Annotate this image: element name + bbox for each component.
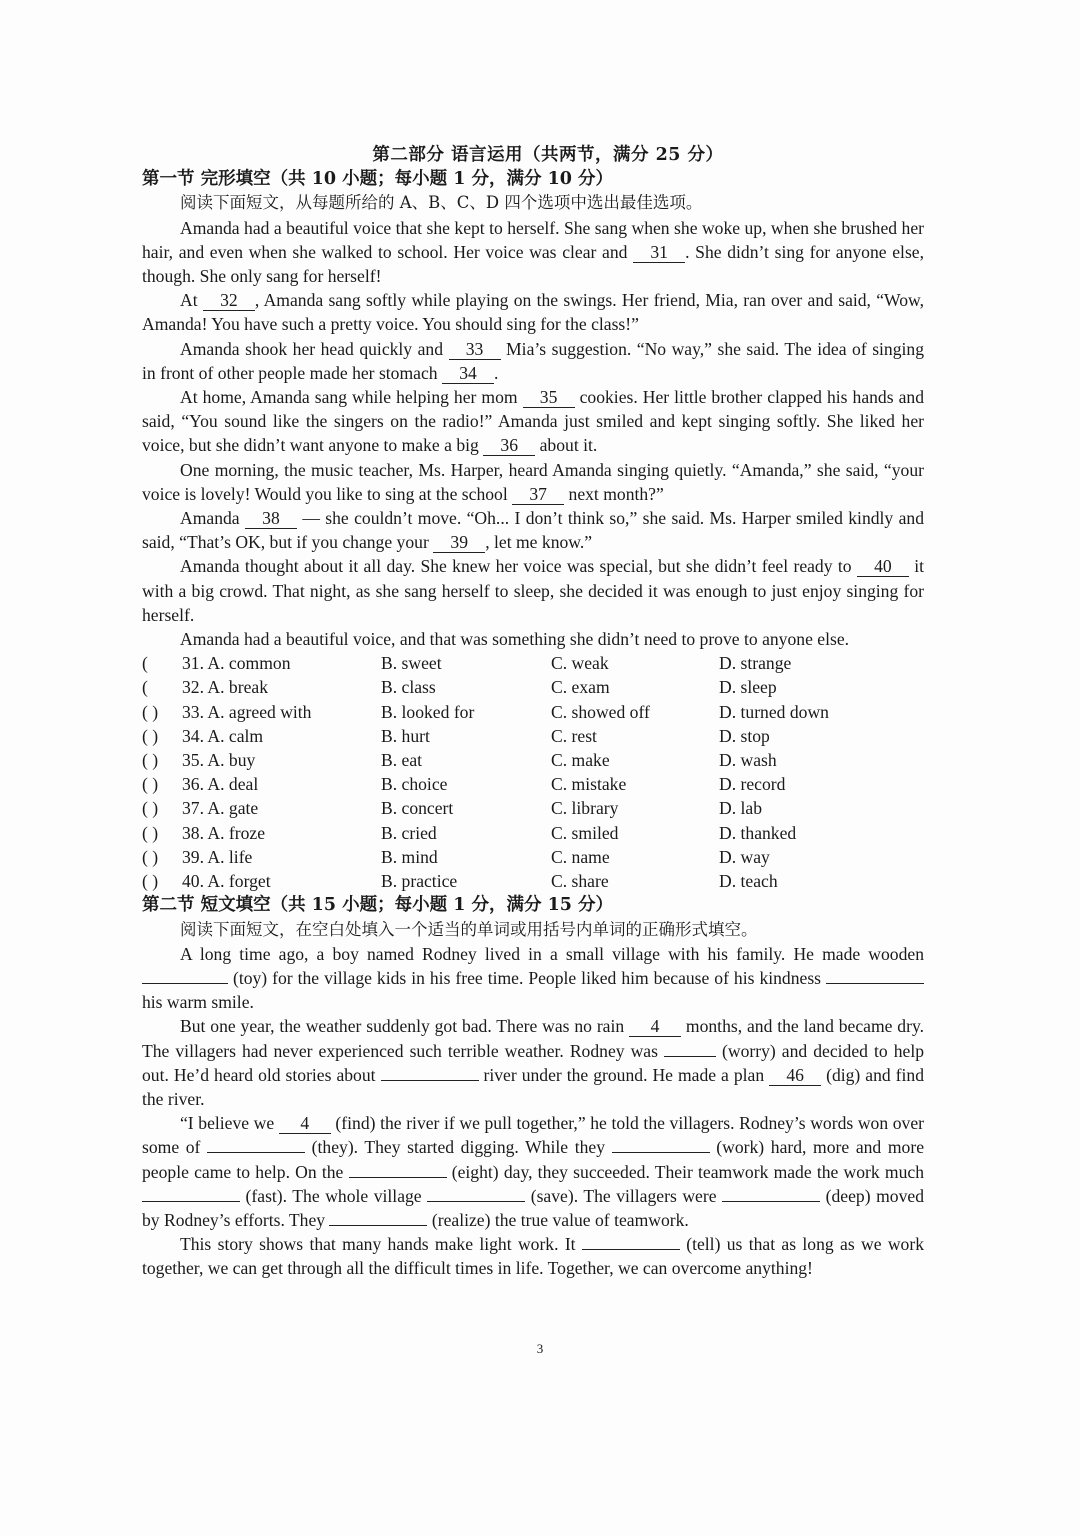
option-row [142,869,924,893]
option-a: 34. A. calm [182,725,264,746]
option-a: 38. A. froze [182,822,266,843]
option-c: C. smiled [551,822,619,843]
answer-bracket[interactable]: ( [142,653,148,674]
text: Amanda thought about it all day. She knew her voice was special, but she didn’t feel ready to [180,556,857,577]
option-d: D. sleep [719,677,777,698]
cloze-paragraph [142,288,924,336]
answer-bracket[interactable]: ( ) [142,871,159,892]
text: next month?” [564,483,664,504]
text: (save). The villagers were [525,1185,723,1206]
option-b: B. concert [381,798,454,819]
option-row [142,675,924,699]
blank-49[interactable] [612,1152,710,1153]
option-row [142,796,924,820]
blank-45[interactable] [381,1080,479,1081]
blank-37[interactable]: 37 [512,485,564,505]
blank-36[interactable]: 36 [483,436,535,456]
blank-47[interactable]: 4 [279,1114,331,1134]
cloze-paragraph [142,554,924,627]
answer-bracket[interactable]: ( ) [142,798,159,819]
section2-title: 第二节 短文填空（共 15 小题；每小题 1 分，满分 15 分） [142,895,614,916]
blank-40[interactable]: 40 [857,557,909,577]
options-table [142,651,924,893]
text: Amanda had a beautiful voice that she kept to herself. She sang when she woke up, when she brushed her hair, and even when she walked to school. Her voice was clear and [142,217,924,262]
text: But one year, the weather suddenly got bad. There was no rain [180,1016,630,1037]
option-c: C. exam [551,677,610,698]
blank-52[interactable] [427,1201,525,1202]
blank-39[interactable]: 39 [433,533,485,553]
part-title: 第二部分 语言运用（共两节，满分 25 分） [372,145,724,165]
fill-paragraph [142,942,924,1015]
cloze-paragraph [142,337,924,385]
blank-48[interactable] [207,1152,305,1153]
text: (they). They started digging. While they [305,1137,612,1158]
option-d: D. way [719,846,770,867]
option-row [142,821,924,845]
blank-41[interactable] [142,983,228,984]
text: (realize) the true value of teamwork. [427,1209,689,1230]
option-a: 36. A. deal [182,774,259,795]
blank-33[interactable]: 33 [449,340,501,360]
answer-bracket[interactable]: ( ) [142,725,159,746]
option-c: C. library [551,798,619,819]
text: (work) hard, more and more people came to help. On the [142,1137,925,1182]
answer-bracket[interactable]: ( ) [142,701,159,722]
text: This story shows that many hands make light work. It [180,1234,582,1255]
text: (dig) and find the river. [142,1064,925,1109]
text: (toy) for the village kids in his free time. People liked him because of his kindness [228,967,826,988]
text: (worry) and decided to help out. He’d heard old stories about [142,1040,924,1085]
text: (deep) moved by Rodney’s efforts. They [142,1185,925,1230]
option-d: D. thanked [719,822,797,843]
text: (fast). The whole village [240,1185,428,1206]
text: (tell) us that as long as we work together, we can get through all the difficult times in life. Together, we can overcome anything! [142,1234,924,1279]
option-c: C. share [551,871,609,892]
answer-bracket[interactable]: ( ) [142,750,159,771]
text: — she couldn’t move. “Oh... I don’t think so,” she said. Ms. Harper smiled kindly and said, “That’s OK, but if you change your [142,508,924,553]
blank-54[interactable] [329,1225,427,1226]
option-row [142,845,924,869]
blank-32[interactable]: 32 [203,291,255,311]
blank-46[interactable]: 46 [769,1066,821,1086]
option-d: D. strange [719,653,792,674]
text: A long time ago, a boy named Rodney lived in a small village with his family. He made wooden [180,943,924,964]
blank-34[interactable]: 34 [442,364,494,384]
blank-42[interactable] [826,983,924,984]
option-a: 40. A. forget [182,871,271,892]
cloze-paragraph [142,458,924,506]
text: about it. [535,435,598,456]
blank-44[interactable] [664,1056,716,1057]
blank-51[interactable] [142,1201,240,1202]
text: Amanda [180,508,245,529]
text: it with a big crowd. That night, as she sang herself to sleep, she decided it was enough to just enjoy singing for herself. [142,556,924,625]
section1-title: 第一节 完形填空（共 10 小题；每小题 1 分，满分 10 分） [142,169,614,190]
option-a: 33. A. agreed with [182,701,312,722]
option-a: 39. A. life [182,846,253,867]
page-content [142,143,924,1281]
option-row [142,700,924,724]
text: cookies. Her little brother clapped his hands and said, “You sound like the singers on the radio!” Amanda just smiled and kept singing softly. She liked her voice, but she didn’t want anyone to make a big [142,387,924,456]
option-c: C. rest [551,725,597,746]
option-b: B. practice [381,871,458,892]
option-b: B. choice [381,774,448,795]
option-row [142,651,924,675]
text: , Amanda sang softly while playing on the swings. Her friend, Mia, ran over and said, “Wow, Amanda! You have such a pretty voice. You should sing for the class!” [142,290,924,335]
option-d: D. lab [719,798,762,819]
text: his warm smile. [142,992,254,1013]
text: months, and the land became dry. The villagers had never experienced such terrible weather. Rodney was [142,1016,924,1061]
option-c: C. showed off [551,701,650,722]
text: (eight) day, they succeeded. Their teamwork made the work much [446,1161,924,1182]
text: “I believe we [180,1113,279,1134]
answer-bracket[interactable]: ( ) [142,774,159,795]
option-d: D. stop [719,725,770,746]
answer-bracket[interactable]: ( [142,677,148,698]
option-d: D. turned down [719,701,829,722]
text: At [180,290,203,311]
option-d: D. wash [719,750,777,771]
option-a: 32. A. break [182,677,268,698]
option-a: 35. A. buy [182,750,256,771]
option-a: 37. A. gate [182,798,259,819]
option-row [142,724,924,748]
text: (find) the river if we pull together,” he told the villagers. Rodney’s words won over some of [142,1113,924,1158]
option-d: D. record [719,774,786,795]
option-b: B. eat [381,750,423,771]
text: river under the ground. He made a plan [478,1064,770,1085]
option-b: B. sweet [381,653,442,674]
answer-bracket[interactable]: ( ) [142,846,159,867]
fill-paragraph [142,1232,924,1280]
option-b: B. looked for [381,701,475,722]
blank-31[interactable]: 31 [633,243,685,263]
text: . [493,362,499,383]
cloze-paragraph [142,216,924,289]
cloze-paragraph [142,506,924,554]
fill-paragraph [142,1014,924,1111]
option-row [142,748,924,772]
cloze-paragraph-final: Amanda had a beautiful voice, and that was something she didn’t need to prove to anyone else. [180,629,850,650]
section1-instruction: 阅读下面短文，从每题所给的 A、B、C、D 四个选项中选出最佳选项。 [180,193,703,213]
blank-50[interactable] [349,1177,447,1178]
option-b: B. class [381,677,436,698]
answer-bracket[interactable]: ( ) [142,822,159,843]
option-c: C. make [551,750,610,771]
blank-53[interactable] [722,1201,820,1202]
blank-38[interactable]: 38 [245,509,297,529]
option-b: B. cried [381,822,437,843]
option-b: B. mind [381,846,438,867]
text: One morning, the music teacher, Ms. Harper, heard Amanda singing quietly. “Amanda,” she said, “your voice is lovely! Would you like to sing at the school [142,459,924,504]
blank-43[interactable]: 4 [629,1017,681,1037]
section2-instruction: 阅读下面短文，在空白处填入一个适当的单词或用括号内单词的正确形式填空。 [180,919,758,939]
option-c: C. mistake [551,774,627,795]
text: , let me know.” [485,532,593,553]
cloze-paragraph [142,385,924,458]
blank-35[interactable]: 35 [523,388,575,408]
option-row [142,772,924,796]
text: At home, Amanda sang while helping her mom [180,387,523,408]
option-b: B. hurt [381,725,430,746]
fill-paragraph [142,1111,924,1232]
option-c: C. name [551,846,610,867]
option-d: D. teach [719,871,778,892]
text: Mia’s suggestion. “No way,” she said. The idea of singing in front of other people made her stomach [142,338,924,383]
text: Amanda shook her head quickly and [180,338,449,359]
page-number: 3 [536,1341,544,1356]
option-c: C. weak [551,653,609,674]
text: . She didn’t sing for anyone else, though. She only sang for herself! [142,241,924,287]
blank-55[interactable] [582,1249,680,1250]
option-a: 31. A. common [182,653,291,674]
